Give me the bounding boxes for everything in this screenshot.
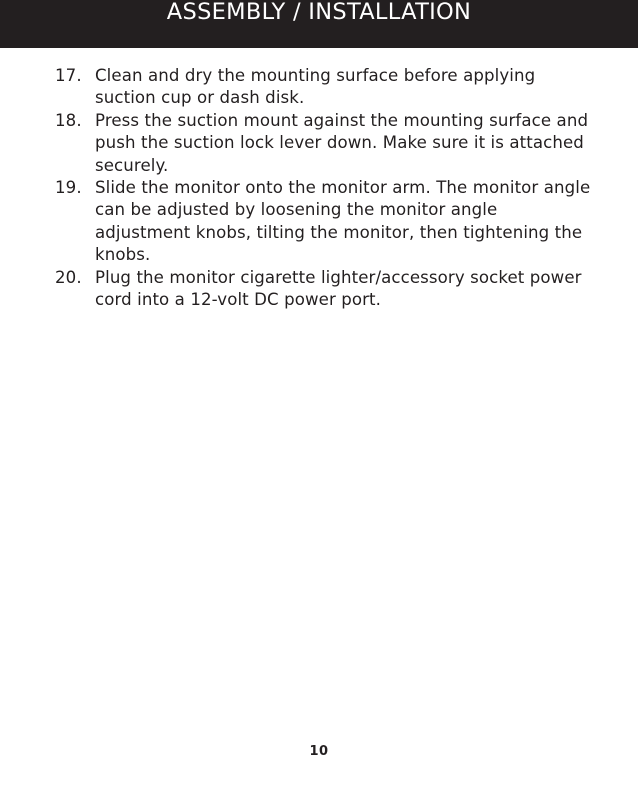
step-number: 18.	[55, 110, 82, 130]
section-title: ASSEMBLY / INSTALLATION	[166, 0, 472, 25]
step-text: Plug the monitor cigarette lighter/accessory socket power cord into a 12-volt DC power port.	[95, 267, 582, 310]
section-header	[0, 0, 638, 48]
step-number: 20.	[55, 267, 82, 287]
page-number: 10	[309, 744, 329, 759]
instruction-step-17	[55, 65, 595, 110]
step-text: Slide the monitor onto the monitor arm. The monitor angle can be adjusted by loosening the monitor angle adjustment knobs, tilting the monitor, then tightening the knobs.	[95, 178, 591, 265]
step-number: 17.	[55, 66, 82, 85]
step-number: 19.	[55, 178, 82, 198]
step-text: Press the suction mount against the mounting surface and push the suction lock lever down. Make sure it is attached securely.	[95, 110, 589, 175]
instruction-step-20	[55, 267, 595, 312]
instruction-step-19	[55, 177, 595, 267]
instruction-list	[55, 65, 595, 311]
step-text: Clean and dry the mounting surface before applying suction cup or dash disk.	[95, 66, 536, 108]
instruction-step-18	[55, 110, 595, 177]
